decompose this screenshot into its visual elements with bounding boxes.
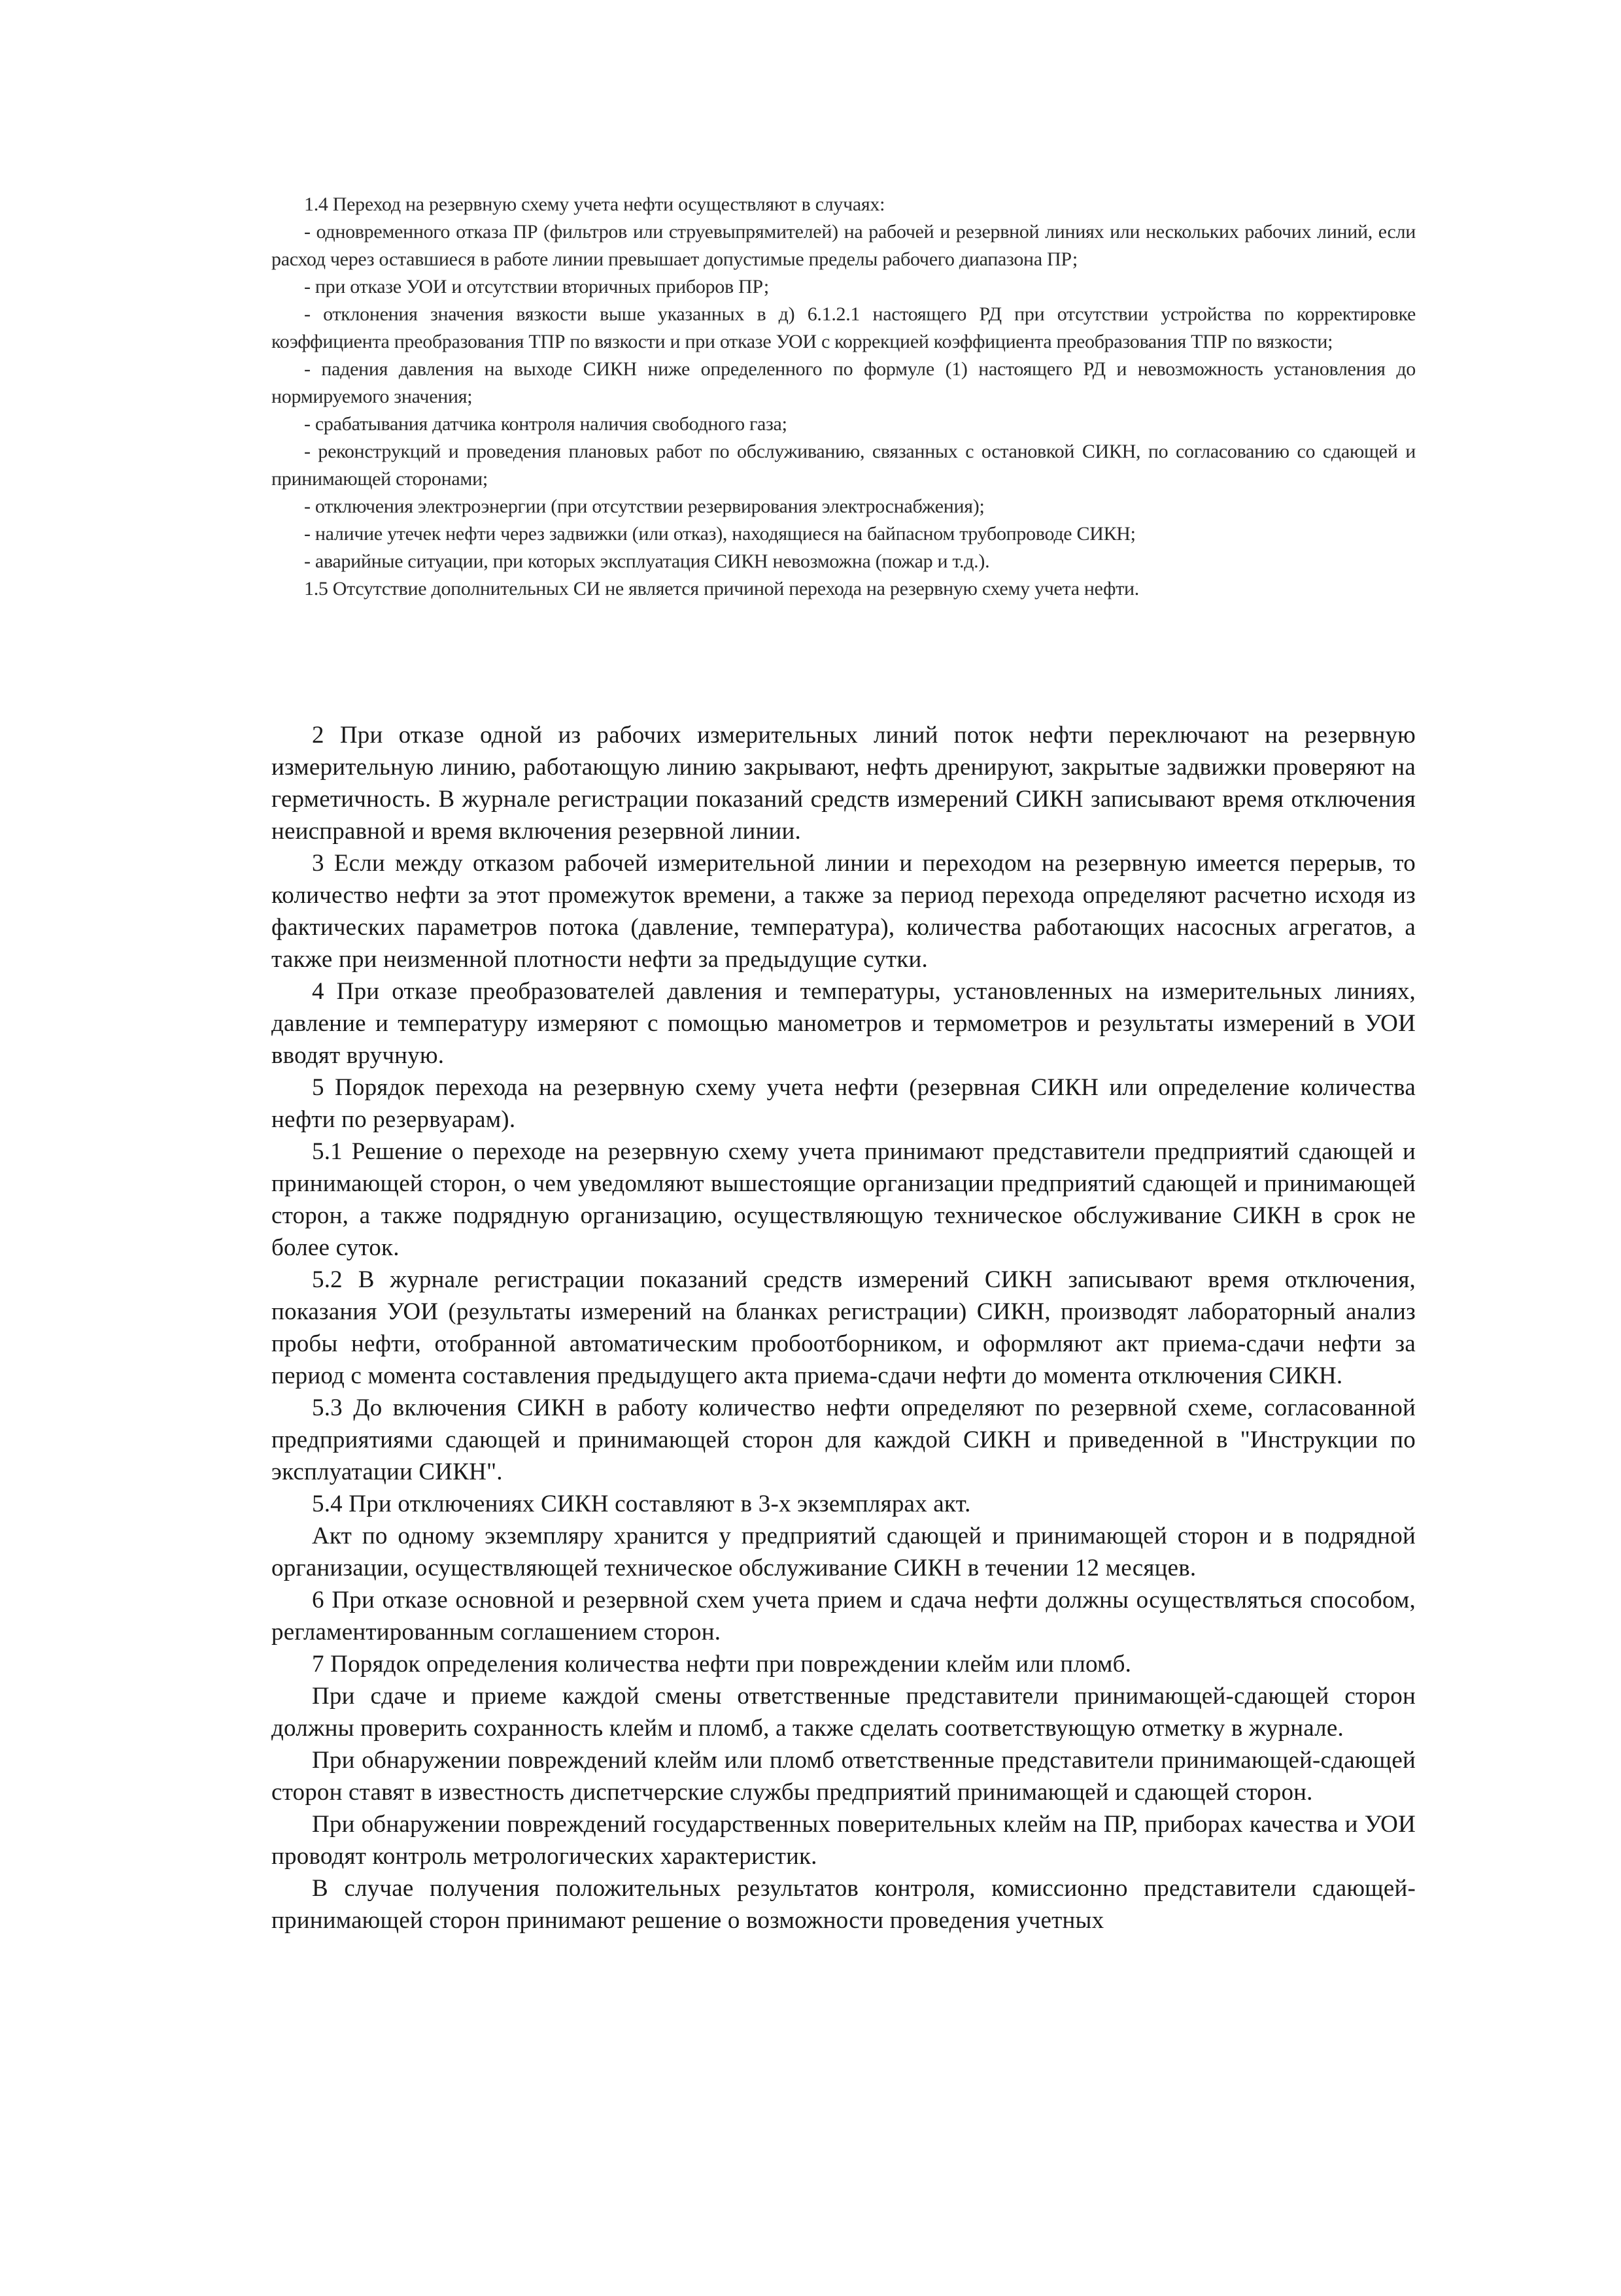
paragraph: 5.1 Решение о переходе на резервную схему учета принимают представители предприятий сдающей и принимающей сторон, о чем уведомляют вышестоящие организации предприятий сдающей и принимающей сторон, а также подрядную организацию, осуществляющую техническое обслуживание СИКН в срок не более суток. [271, 1138, 1416, 1261]
paragraph: При обнаружении повреждений государственных поверительных клейм на ПР, приборах качества и УОИ проводят контроль метрологических характеристик. [271, 1811, 1416, 1870]
paragraph: 1.5 Отсутствие дополнительных СИ не является причиной перехода на резервную схему учета нефти. [304, 578, 1139, 599]
list-item: - наличие утечек нефти через задвижки (или отказ), находящиеся на байпасном трубопроводе СИКН; [304, 523, 1136, 545]
paragraph: 1.4 Переход на резервную схему учета нефти осуществляют в случаях: [304, 194, 885, 215]
list-item: - аварийные ситуации, при которых эксплуатация СИКН невозможна (пожар и т.д.). [304, 550, 990, 572]
list-item: - падения давления на выходе СИКН ниже определенного по формуле (1) настоящего РД и невозможность установления до нормируемого значения; [271, 358, 1416, 407]
paragraph: 3 Если между отказом рабочей измерительной линии и переходом на резервную имеется перерыв, то количество нефти за этот промежуток времени, а также за период перехода определяют расчетно исходя из фактических параметров потока (давление, температура), количества работающих насосных агрегатов, а также при неизменной плотности нефти за предыдущие сутки. [271, 850, 1416, 973]
section-procedures [271, 719, 1416, 1936]
paragraph: При сдаче и приеме каждой смены ответственные представители принимающей-сдающей сторон должны проверить сохранность клейм и пломб, а также сделать соответствующую отметку в журнале. [271, 1683, 1416, 1742]
section-transition-cases [271, 191, 1416, 603]
list-item: - отключения электроэнергии (при отсутствии резервирования электроснабжения); [304, 496, 985, 517]
paragraph: При обнаружении повреждений клейм или пломб ответственные представители принимающей-сдающей сторон ставят в известность диспетчерские службы предприятий принимающей и сдающей сторон. [271, 1747, 1416, 1806]
paragraph: 6 При отказе основной и резервной схем учета прием и сдача нефти должны осуществляться способом, регламентированным соглашением сторон. [271, 1587, 1416, 1646]
list-item: - при отказе УОИ и отсутствии вторичных приборов ПР; [304, 276, 769, 297]
paragraph: 4 При отказе преобразователей давления и температуры, установленных на измерительных линиях, давление и температуру измеряют с помощью манометров и термометров и результаты измерений в УОИ вводят вручную. [271, 978, 1416, 1069]
paragraph: 5 Порядок перехода на резервную схему учета нефти (резервная СИКН или определение количества нефти по резервуарам). [271, 1074, 1416, 1133]
list-item: - отклонения значения вязкости выше указанных в д) 6.1.2.1 настоящего РД при отсутствии устройства по корректировке коэффициента преобразования ТПР по вязкости и при отказе УОИ с коррекцией коэффициента преобразования ТПР по вязкости; [271, 303, 1416, 352]
paragraph: 5.4 При отключениях СИКН составляют в 3-х экземплярах акт. [312, 1491, 971, 1517]
paragraph: 7 Порядок определения количества нефти при повреждении клейм или пломб. [312, 1651, 1132, 1678]
paragraph: Акт по одному экземпляру хранится у предприятий сдающей и принимающей сторон и в подрядной организации, осуществляющей техническое обслуживание СИКН в течении 12 месяцев. [271, 1523, 1416, 1581]
paragraph: 2 При отказе одной из рабочих измерительных линий поток нефти переключают на резервную измерительную линию, работающую линию закрывают, нефть дренируют, закрытые задвижки проверяют на герметичность. В журнале регистрации показаний средств измерений СИКН записывают время отключения неисправной и время включения резервной линии. [271, 722, 1416, 845]
paragraph: 5.2 В журнале регистрации показаний средств измерений СИКН записывают время отключения, показания УОИ (результаты измерений на бланках регистрации) СИКН, производят лабораторный анализ пробы нефти, отобранной автоматическим пробоотборником, и оформляют акт приема-сдачи нефти за период с момента составления предыдущего акта приема-сдачи нефти до момента отключения СИКН. [271, 1266, 1416, 1389]
paragraph: В случае получения положительных результатов контроля, комиссионно представители сдающей-принимающей сторон принимают решение о возможности проведения учетных [271, 1875, 1416, 1934]
list-item: - срабатывания датчика контроля наличия свободного газа; [304, 413, 787, 435]
paragraph: 5.3 До включения СИКН в работу количество нефти определяют по резервной схеме, согласованной предприятиями сдающей и принимающей сторон для каждой СИКН и приведенной в "Инструкции по эксплуатации СИКН". [271, 1394, 1416, 1485]
list-item: - одновременного отказа ПР (фильтров или струевыпрямителей) на рабочей и резервной линиях или нескольких рабочих линий, если расход через оставшиеся в работе линии превышает допустимые пределы рабочего диапазона ПР; [271, 221, 1416, 270]
list-item: - реконструкций и проведения плановых работ по обслуживанию, связанных с остановкой СИКН, по согласованию со сдающей и принимающей сторонами; [271, 441, 1416, 490]
